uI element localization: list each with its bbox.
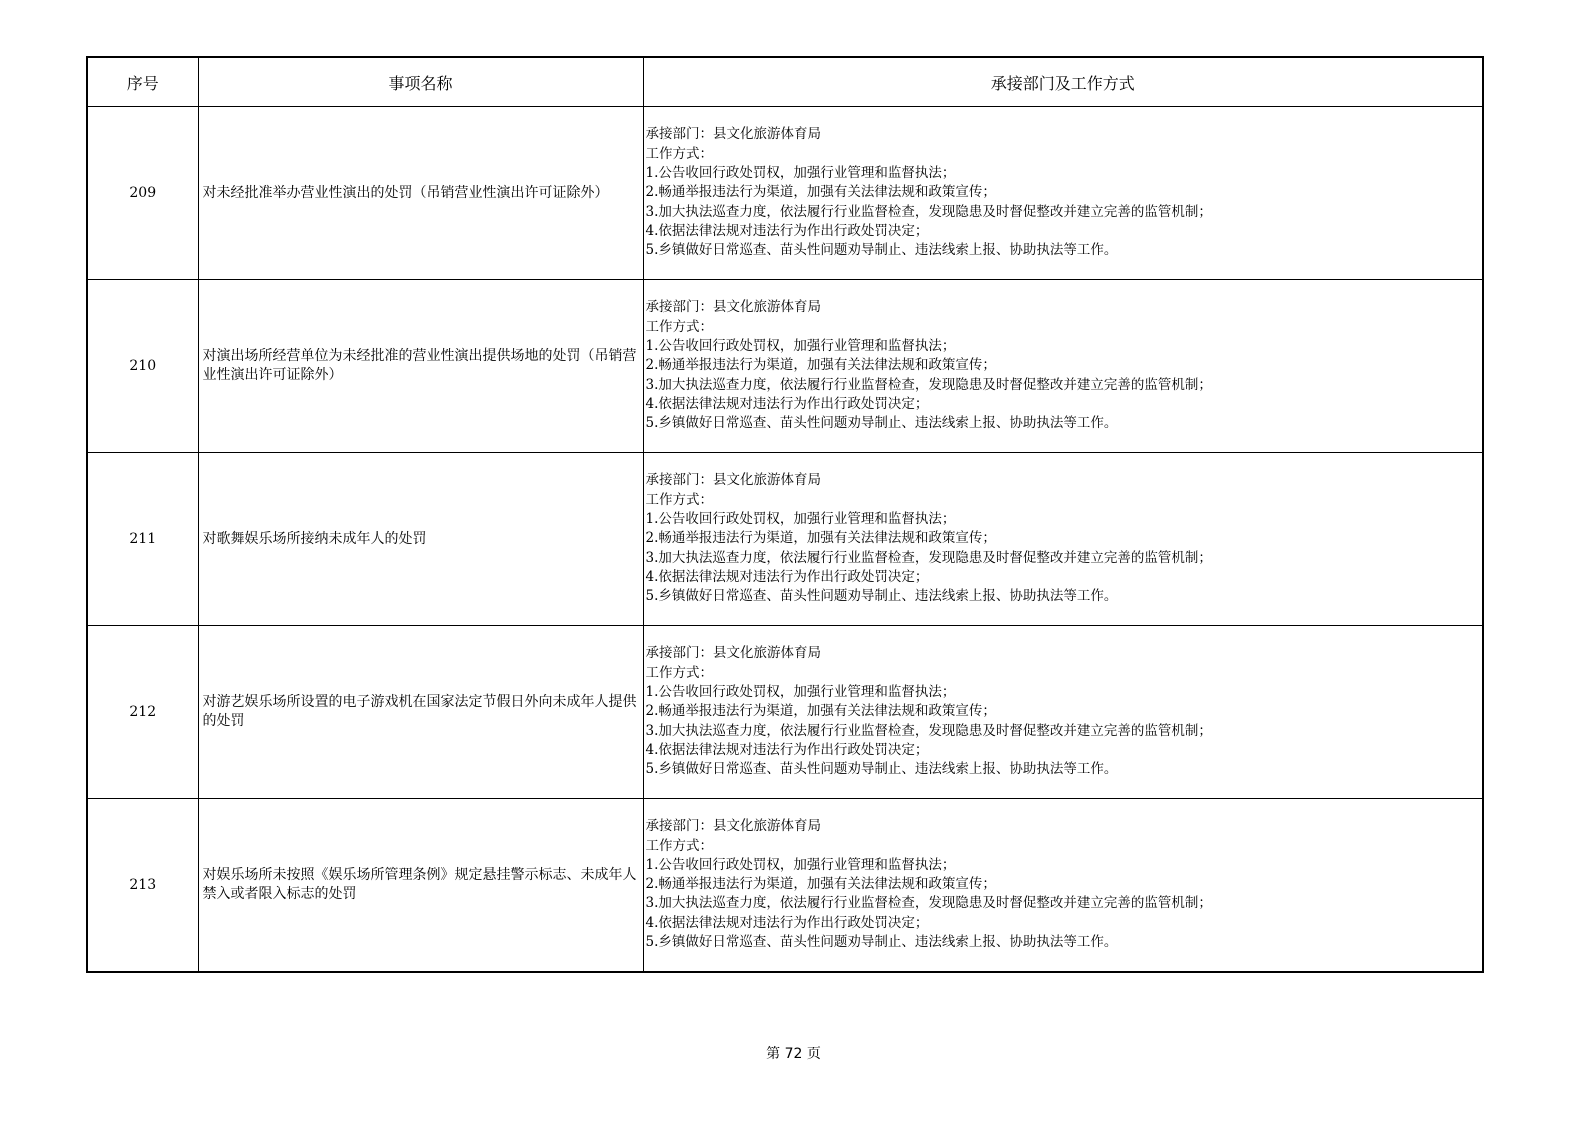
method-step-4: 4.依据法律法规对违法行为作出行政处罚决定； — [645, 914, 929, 931]
method-step-1: 1.公告收回行政处罚权，加强行业管理和监督执法； — [645, 511, 956, 528]
department-method-cell — [643, 626, 1483, 799]
method-step-2: 2.畅通举报违法行为渠道，加强有关法律法规和政策宣传； — [645, 876, 996, 893]
method-step-1: 1.公告收回行政处罚权，加强行业管理和监督执法； — [645, 684, 956, 701]
department-method-cell — [643, 107, 1483, 280]
item-name-cell: 对未经批准举办营业性演出的处罚（吊销营业性演出许可证除外） — [198, 107, 643, 280]
method-step-4: 4.依据法律法规对违法行为作出行政处罚决定； — [645, 222, 929, 239]
method-heading-line: 工作方式： — [645, 664, 713, 681]
method-step-3: 3.加大执法巡查力度，依法履行行业监督检查，发现隐患及时督促整改并建立完善的监管机制； — [645, 722, 1212, 739]
method-heading-line: 工作方式： — [645, 318, 713, 335]
department-line: 承接部门：县文化旅游体育局 — [645, 126, 821, 143]
serial-number-cell: 212 — [87, 626, 198, 799]
method-heading-line: 工作方式： — [645, 145, 713, 162]
item-name-cell: 对娱乐场所未按照《娱乐场所管理条例》规定悬挂警示标志、未成年人禁入或者限入标志的处罚 — [198, 799, 643, 972]
method-step-2: 2.畅通举报违法行为渠道，加强有关法律法规和政策宣传； — [645, 530, 996, 547]
method-step-3: 3.加大执法巡查力度，依法履行行业监督检查，发现隐患及时督促整改并建立完善的监管机制； — [645, 895, 1212, 912]
page-number: 第 72 页 — [766, 1046, 821, 1062]
method-heading-line: 工作方式： — [645, 491, 713, 508]
item-name-cell: 对歌舞娱乐场所接纳未成年人的处罚 — [198, 453, 643, 626]
method-heading-line: 工作方式： — [645, 837, 713, 854]
method-step-1: 1.公告收回行政处罚权，加强行业管理和监督执法； — [645, 165, 956, 182]
department-line: 承接部门：县文化旅游体育局 — [645, 645, 821, 662]
method-step-5: 5.乡镇做好日常巡查、苗头性问题劝导制止、违法线索上报、协助执法等工作。 — [645, 588, 1118, 605]
table-row — [87, 107, 1483, 280]
department-method-cell — [643, 453, 1483, 626]
method-step-3: 3.加大执法巡查力度，依法履行行业监督检查，发现隐患及时督促整改并建立完善的监管机制； — [645, 549, 1212, 566]
table-row — [87, 799, 1483, 972]
table-row — [87, 280, 1483, 453]
method-step-1: 1.公告收回行政处罚权，加强行业管理和监督执法； — [645, 338, 956, 355]
method-step-2: 2.畅通举报违法行为渠道，加强有关法律法规和政策宣传； — [645, 357, 996, 374]
header-item-name: 事项名称 — [198, 57, 643, 107]
method-step-1: 1.公告收回行政处罚权，加强行业管理和监督执法； — [645, 856, 956, 873]
method-step-5: 5.乡镇做好日常巡查、苗头性问题劝导制止、违法线索上报、协助执法等工作。 — [645, 933, 1118, 950]
department-line: 承接部门：县文化旅游体育局 — [645, 472, 821, 489]
department-line: 承接部门：县文化旅游体育局 — [645, 818, 821, 835]
method-step-3: 3.加大执法巡查力度，依法履行行业监督检查，发现隐患及时督促整改并建立完善的监管机制； — [645, 203, 1212, 220]
method-step-4: 4.依据法律法规对违法行为作出行政处罚决定； — [645, 395, 929, 412]
method-step-2: 2.畅通举报违法行为渠道，加强有关法律法规和政策宣传； — [645, 703, 996, 720]
item-name-cell: 对游艺娱乐场所设置的电子游戏机在国家法定节假日外向未成年人提供的处罚 — [198, 626, 643, 799]
table-header-row — [87, 57, 1483, 107]
method-step-4: 4.依据法律法规对违法行为作出行政处罚决定； — [645, 568, 929, 585]
serial-number-cell: 213 — [87, 799, 198, 972]
department-line: 承接部门：县文化旅游体育局 — [645, 299, 821, 316]
department-method-cell — [643, 280, 1483, 453]
header-serial-number: 序号 — [87, 57, 198, 107]
method-step-5: 5.乡镇做好日常巡查、苗头性问题劝导制止、违法线索上报、协助执法等工作。 — [645, 242, 1118, 259]
items-table — [86, 56, 1484, 973]
serial-number-cell: 210 — [87, 280, 198, 453]
item-name-cell: 对演出场所经营单位为未经批准的营业性演出提供场地的处罚（吊销营业性演出许可证除外） — [198, 280, 643, 453]
table-row — [87, 453, 1483, 626]
method-step-2: 2.畅通举报违法行为渠道，加强有关法律法规和政策宣传； — [645, 184, 996, 201]
department-method-cell — [643, 799, 1483, 972]
method-step-4: 4.依据法律法规对违法行为作出行政处罚决定； — [645, 741, 929, 758]
serial-number-cell: 211 — [87, 453, 198, 626]
serial-number-cell: 209 — [87, 107, 198, 280]
method-step-5: 5.乡镇做好日常巡查、苗头性问题劝导制止、违法线索上报、协助执法等工作。 — [645, 761, 1118, 778]
method-step-3: 3.加大执法巡查力度，依法履行行业监督检查，发现隐患及时督促整改并建立完善的监管机制； — [645, 376, 1212, 393]
table-row — [87, 626, 1483, 799]
method-step-5: 5.乡镇做好日常巡查、苗头性问题劝导制止、违法线索上报、协助执法等工作。 — [645, 415, 1118, 432]
header-department-and-method: 承接部门及工作方式 — [643, 57, 1483, 107]
